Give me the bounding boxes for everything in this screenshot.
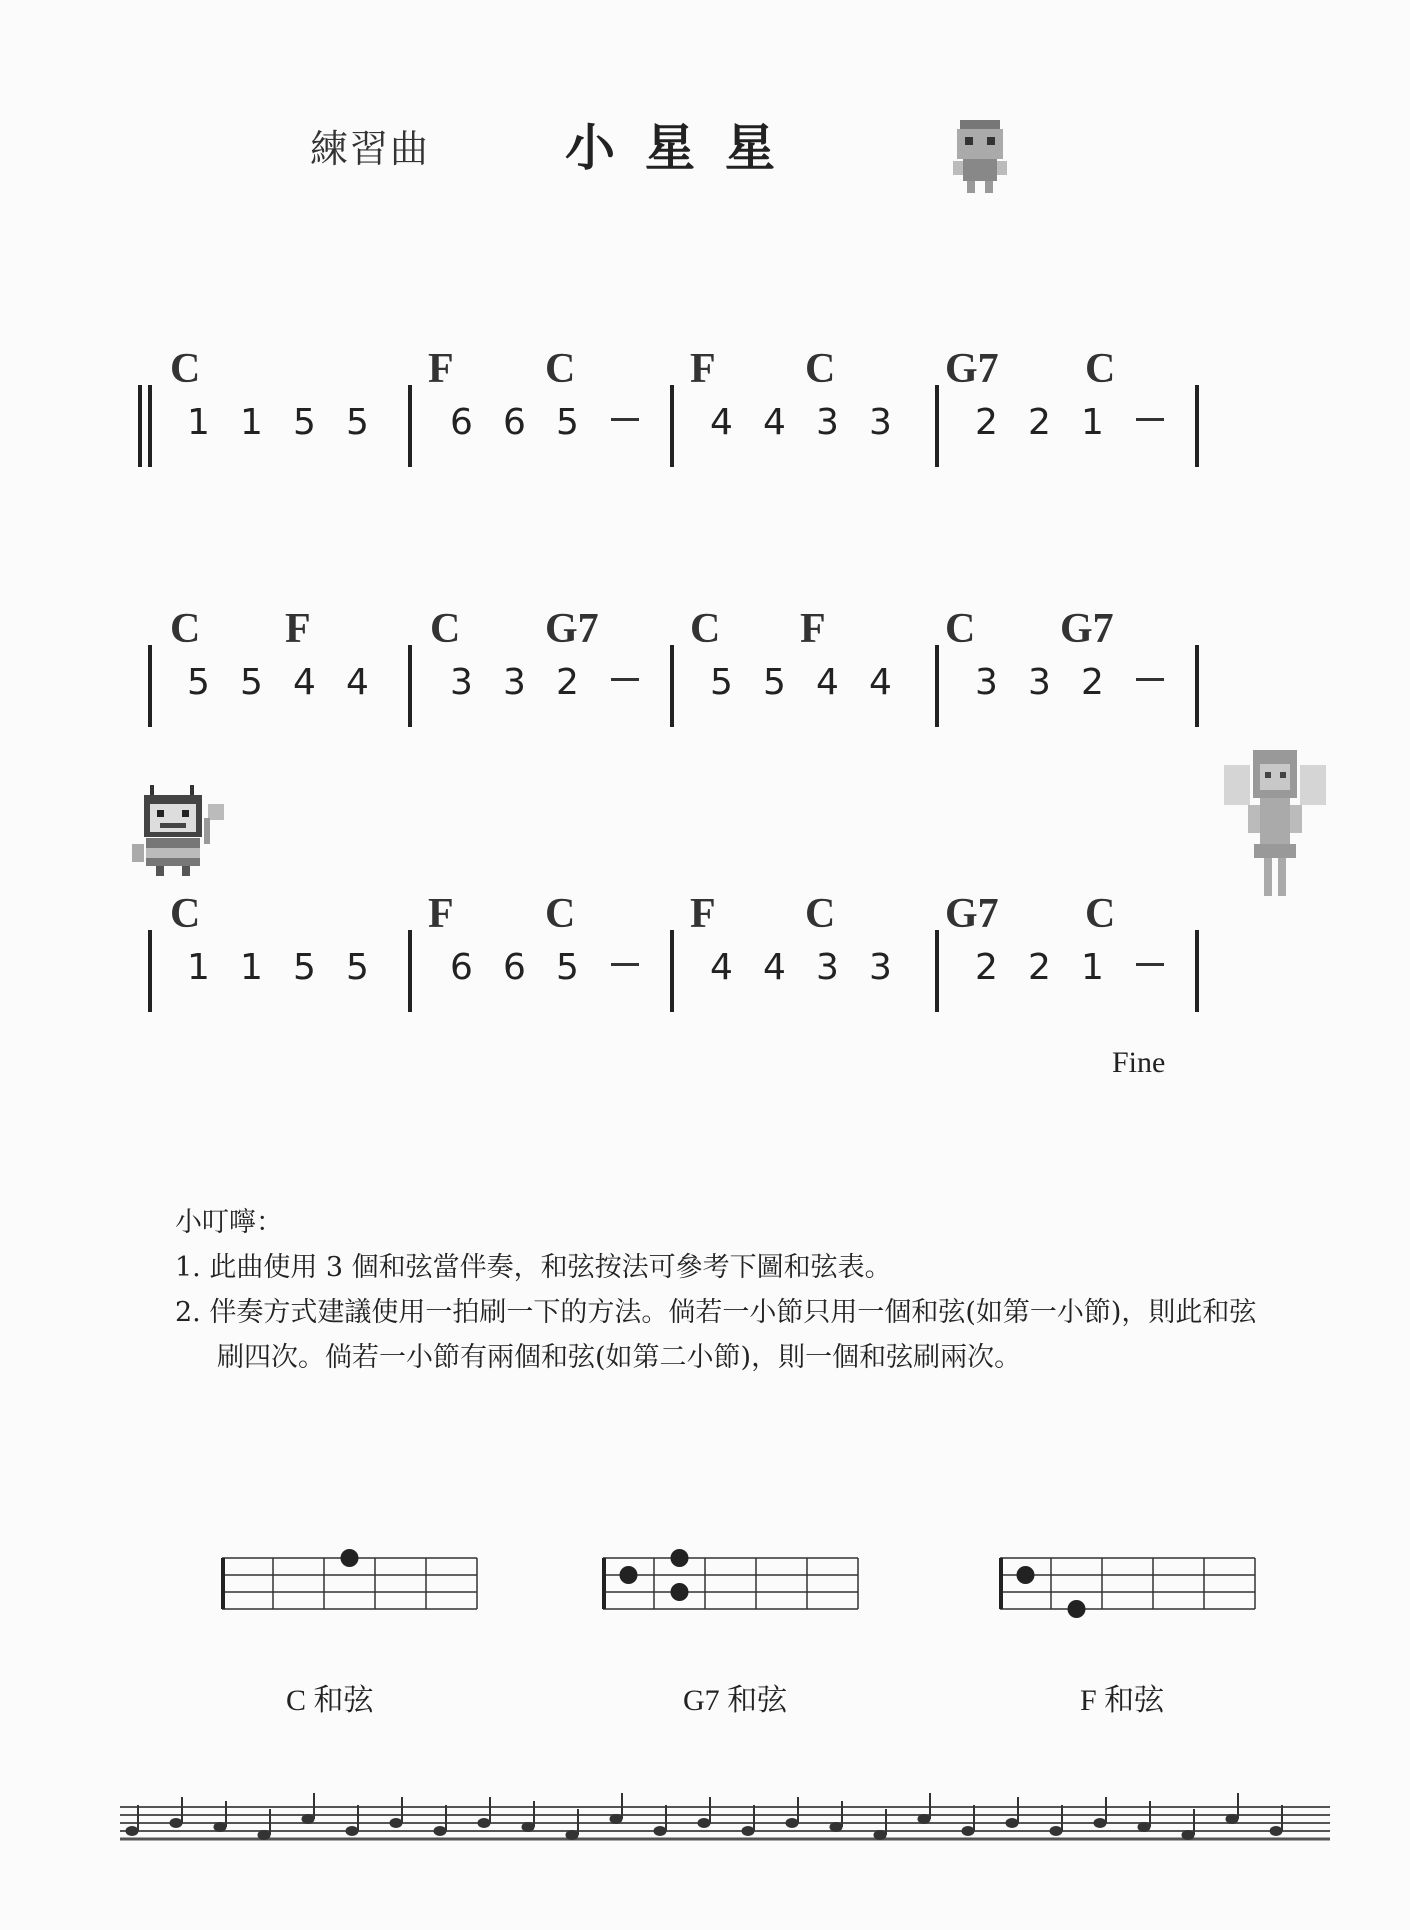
tip-item: 2. 伴奏方式建議使用一拍刷一下的方法。倘若一小節只用一個和弦(如第一小節)，則此和弦刷四次。倘若一小節有兩個和弦(如第二小節)，則一個和弦刷兩次。 — [175, 1297, 1257, 1373]
tips-heading: 小叮嚀： — [175, 1207, 283, 1238]
chord-diagram — [222, 1548, 492, 1628]
chord-symbol: C — [430, 606, 461, 652]
music-notes-border-icon — [120, 1795, 1330, 1855]
barline — [1195, 385, 1199, 467]
barline — [935, 385, 939, 467]
note-head — [214, 1823, 226, 1832]
note-head — [874, 1831, 886, 1840]
fairy-sprite-icon — [1220, 750, 1330, 900]
chord-symbol: G7 — [945, 891, 999, 937]
chord-symbol: C — [805, 891, 836, 937]
note: 5 — [346, 402, 369, 443]
note-head — [786, 1819, 798, 1828]
note: 4 — [763, 402, 786, 443]
fine-mark: Fine — [1112, 1046, 1166, 1079]
chord-symbol: G7 — [945, 346, 999, 392]
note: 1 — [240, 402, 263, 443]
hold-dash — [1136, 963, 1164, 966]
note-head — [1094, 1819, 1106, 1828]
barline — [408, 385, 412, 467]
note: 3 — [1028, 662, 1051, 703]
chord-symbol: G7 — [545, 606, 599, 652]
barline — [935, 930, 939, 1012]
chord-label-g7: G7 和弦 — [683, 1684, 788, 1717]
note-head — [434, 1827, 446, 1836]
chord-symbol: C — [170, 346, 201, 392]
note: 2 — [1081, 662, 1104, 703]
note: 3 — [450, 662, 473, 703]
note: 3 — [503, 662, 526, 703]
note: 6 — [450, 402, 473, 443]
note-head — [1270, 1827, 1282, 1836]
double-barline — [138, 385, 142, 467]
note-head — [566, 1831, 578, 1840]
note-head — [962, 1827, 974, 1836]
chord-symbol: F — [690, 891, 716, 937]
finger-dot — [620, 1566, 638, 1584]
note: 1 — [240, 947, 263, 988]
note: 5 — [240, 662, 263, 703]
finger-dot — [1068, 1600, 1086, 1618]
note-head — [742, 1827, 754, 1836]
barline — [935, 645, 939, 727]
note-head — [698, 1819, 710, 1828]
finger-dot — [671, 1549, 689, 1567]
note-head — [1182, 1831, 1194, 1840]
note: 1 — [187, 947, 210, 988]
chord-diagram — [603, 1548, 873, 1628]
note: 4 — [293, 662, 316, 703]
note-head — [170, 1819, 182, 1828]
note-head — [830, 1823, 842, 1832]
chord-label-c: C 和弦 — [286, 1684, 374, 1717]
note-head — [478, 1819, 490, 1828]
tips-section — [175, 1200, 1275, 1380]
chord-symbol: F — [800, 606, 826, 652]
barline — [1195, 645, 1199, 727]
hold-dash — [611, 963, 639, 966]
chord-symbol: C — [805, 346, 836, 392]
hold-dash — [1136, 418, 1164, 421]
note: 4 — [763, 947, 786, 988]
hold-dash — [611, 678, 639, 681]
barline — [670, 930, 674, 1012]
note-head — [1050, 1827, 1062, 1836]
chord-symbol: F — [428, 891, 454, 937]
note: 2 — [556, 662, 579, 703]
note: 5 — [763, 662, 786, 703]
barline — [670, 645, 674, 727]
note-head — [302, 1815, 314, 1824]
chord-diagram — [1000, 1548, 1270, 1628]
chord-symbol: C — [945, 606, 976, 652]
hold-dash — [611, 418, 639, 421]
barline — [148, 645, 152, 727]
note: 5 — [293, 402, 316, 443]
note: 5 — [346, 947, 369, 988]
bee-sprite-icon — [130, 780, 230, 880]
finger-dot — [1017, 1566, 1035, 1584]
note: 6 — [503, 947, 526, 988]
note: 5 — [293, 947, 316, 988]
chord-symbol: G7 — [1060, 606, 1114, 652]
note: 5 — [710, 662, 733, 703]
note-head — [390, 1819, 402, 1828]
tip-item: 1. 此曲使用 3 個和弦當伴奏，和弦按法可參考下圖和弦表。 — [175, 1252, 892, 1283]
barline — [670, 385, 674, 467]
note-head — [1006, 1819, 1018, 1828]
barline — [408, 645, 412, 727]
note-head — [610, 1815, 622, 1824]
note: 2 — [1028, 402, 1051, 443]
hold-dash — [1136, 678, 1164, 681]
note: 3 — [975, 662, 998, 703]
note-head — [918, 1815, 930, 1824]
note: 3 — [816, 402, 839, 443]
note: 5 — [556, 947, 579, 988]
note: 3 — [816, 947, 839, 988]
note-head — [258, 1831, 270, 1840]
note: 2 — [1028, 947, 1051, 988]
chord-label-f: F 和弦 — [1080, 1684, 1165, 1717]
barline — [1195, 930, 1199, 1012]
chord-symbol: F — [690, 346, 716, 392]
barline — [408, 930, 412, 1012]
note: 4 — [710, 947, 733, 988]
note-head — [1226, 1815, 1238, 1824]
note: 5 — [556, 402, 579, 443]
chord-symbol: F — [285, 606, 311, 652]
chord-symbol: C — [545, 346, 576, 392]
note-head — [126, 1827, 138, 1836]
chord-symbol: C — [545, 891, 576, 937]
finger-dot — [341, 1549, 359, 1567]
note-head — [522, 1823, 534, 1832]
finger-dot — [671, 1583, 689, 1601]
note: 3 — [869, 947, 892, 988]
note: 3 — [869, 402, 892, 443]
chord-symbol: C — [690, 606, 721, 652]
note: 2 — [975, 402, 998, 443]
chord-symbol: C — [170, 606, 201, 652]
note: 1 — [187, 402, 210, 443]
note: 4 — [710, 402, 733, 443]
chord-symbol: C — [170, 891, 201, 937]
note: 1 — [1081, 402, 1104, 443]
note: 6 — [450, 947, 473, 988]
note: 5 — [187, 662, 210, 703]
note: 4 — [816, 662, 839, 703]
chord-symbol: F — [428, 346, 454, 392]
note: 6 — [503, 402, 526, 443]
note: 4 — [346, 662, 369, 703]
chord-symbol: C — [1085, 346, 1116, 392]
page-title: 小星星 — [565, 119, 805, 177]
note: 1 — [1081, 947, 1104, 988]
fairy-boy-sprite-icon — [945, 115, 1015, 195]
note-head — [346, 1827, 358, 1836]
note-head — [1138, 1823, 1150, 1832]
barline — [148, 930, 152, 1012]
note: 2 — [975, 947, 998, 988]
note-head — [654, 1827, 666, 1836]
chord-symbol: C — [1085, 891, 1116, 937]
pretitle: 練習曲 — [310, 127, 431, 171]
barline — [148, 385, 152, 467]
note: 4 — [869, 662, 892, 703]
